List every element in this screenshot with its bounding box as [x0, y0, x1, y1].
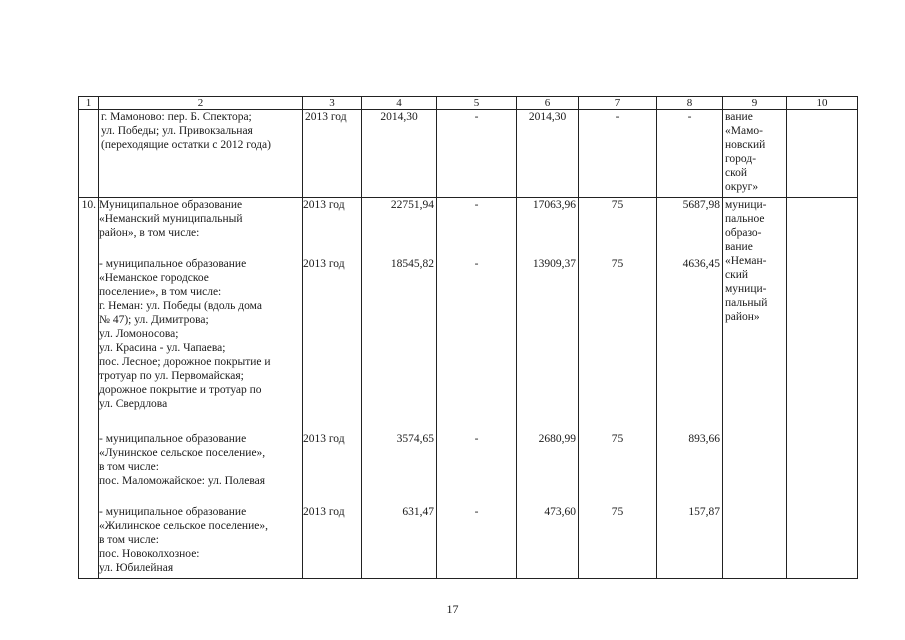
block-neman-town [99, 257, 302, 411]
text-line: ул. Ломоносова; [99, 328, 179, 340]
percent-value: 75 [611, 258, 624, 270]
subsidy-value: 13909,37 [532, 258, 576, 270]
text-line: «Жилинское сельское поселение», [99, 520, 268, 532]
text-line: ул. Победы; ул. Привокзальная [101, 125, 253, 137]
text-line: «Неманский муниципальный [99, 213, 243, 225]
subsidy-cell [517, 198, 579, 579]
year-value: 2013 год [303, 506, 345, 518]
header-cell: 9 [723, 97, 787, 110]
text-line: - муниципальное образование [99, 258, 247, 270]
object-cell [99, 198, 303, 579]
header-row [79, 97, 858, 110]
year-value: 2013 год [303, 433, 345, 445]
text-line: муници- [725, 283, 767, 295]
header-cell: 5 [437, 97, 517, 110]
header-cell: 6 [517, 97, 579, 110]
col5-cell [437, 198, 517, 579]
text-line: в том числе: [99, 461, 159, 473]
text-line: «Мамо- [725, 125, 763, 137]
text-line: (переходящие остатки с 2012 года) [101, 139, 271, 151]
percent-cell [579, 198, 657, 579]
text-line: тротуар по ул. Первомайская; [99, 370, 244, 382]
col5-value: - [474, 433, 479, 445]
text-line: пальное [725, 213, 765, 225]
table-row-neman [79, 198, 858, 579]
total-value: 18545,82 [390, 258, 434, 270]
year-value: 2013 год [303, 199, 345, 211]
text-line: «Лунинское сельское поселение», [99, 447, 266, 459]
text-line: пальный [725, 297, 768, 309]
percent-value: 75 [611, 199, 624, 211]
text-line: г. Мамоново: пер. Б. Спектора; [101, 111, 252, 123]
text-line: поселение», в том числе: [99, 286, 222, 298]
text-line: № 47); ул. Димитрова; [99, 314, 209, 326]
text-line: - муниципальное образование [99, 506, 247, 518]
text-line: новский [725, 139, 766, 151]
text-line: город- [725, 153, 757, 165]
recipient-cell [723, 110, 787, 198]
local-funds-value: 4636,45 [682, 258, 720, 270]
text-line: Муниципальное образование [99, 199, 243, 211]
text-line: ул. Свердлова [99, 398, 168, 410]
text-line: «Неманское городское [99, 272, 209, 284]
header-cell: 2 [99, 97, 303, 110]
page-number: 17 [446, 602, 459, 616]
col5-value: - [474, 199, 479, 211]
total-cell [362, 198, 437, 579]
header-cell: 1 [79, 97, 99, 110]
text-line: ский [725, 269, 748, 281]
text-line: в том числе: [99, 534, 159, 546]
text-line: район» [725, 311, 760, 323]
subsidy-cell: 2014,30 [517, 110, 579, 198]
text-line: район», в том числе: [99, 227, 200, 239]
percent-cell: - [579, 110, 657, 198]
year-cell: 2013 год [303, 110, 362, 198]
col10-cell [787, 110, 858, 198]
header-cell: 8 [657, 97, 723, 110]
total-value: 3574,65 [396, 433, 434, 445]
col5-cell: - [437, 110, 517, 198]
text-line: дорожное покрытие и тротуар по [99, 384, 262, 396]
header-cell: 10 [787, 97, 858, 110]
local-funds-value: 157,87 [688, 506, 720, 518]
text-line: пос. Новоколхозное: [99, 548, 200, 560]
recipient-cell [723, 198, 787, 579]
percent-value: 75 [611, 506, 624, 518]
subsidy-value: 2680,99 [538, 433, 576, 445]
object-cell [99, 110, 303, 198]
text-line: муници- [725, 199, 767, 211]
text-line: «Неман- [725, 255, 767, 267]
text-line: ул. Красина - ул. Чапаева; [99, 342, 226, 354]
text-line: образо- [725, 227, 762, 239]
local-funds-cell [657, 198, 723, 579]
text-line: вание [725, 111, 753, 123]
local-funds-value: 893,66 [688, 433, 720, 445]
text-line: ской [725, 167, 748, 179]
row-number-cell [79, 110, 99, 198]
col5-value: - [474, 506, 479, 518]
text-line: округ» [725, 181, 759, 193]
block-district [99, 198, 302, 240]
header-cell: 3 [303, 97, 362, 110]
row-number-cell: 10. [79, 198, 99, 579]
year-cell [303, 198, 362, 579]
text-line: пос. Маломожайское: ул. Полевая [99, 475, 266, 487]
header-cell: 7 [579, 97, 657, 110]
text-line: ул. Юбилейная [99, 562, 174, 574]
text-line: пос. Лесное; дорожное покрытие и [99, 356, 271, 368]
local-funds-value: 5687,98 [682, 199, 720, 211]
total-cell: 2014,30 [362, 110, 437, 198]
table-row-mamonovo [79, 110, 858, 198]
text-line: г. Неман: ул. Победы (вдоль дома [99, 300, 262, 312]
block-zhilinskoe [99, 505, 302, 575]
local-funds-cell: - [657, 110, 723, 198]
year-value: 2013 год [303, 258, 345, 270]
text-line: - муниципальное образование [99, 433, 247, 445]
col5-value: - [474, 258, 479, 270]
block-luninskoe [99, 432, 302, 488]
col10-cell [787, 198, 858, 579]
total-value: 22751,94 [390, 199, 434, 211]
percent-value: 75 [611, 433, 624, 445]
budget-table [78, 96, 858, 579]
subsidy-value: 473,60 [544, 506, 576, 518]
text-line: вание [725, 241, 753, 253]
subsidy-value: 17063,96 [532, 199, 576, 211]
header-cell: 4 [362, 97, 437, 110]
total-value: 631,47 [402, 506, 434, 518]
